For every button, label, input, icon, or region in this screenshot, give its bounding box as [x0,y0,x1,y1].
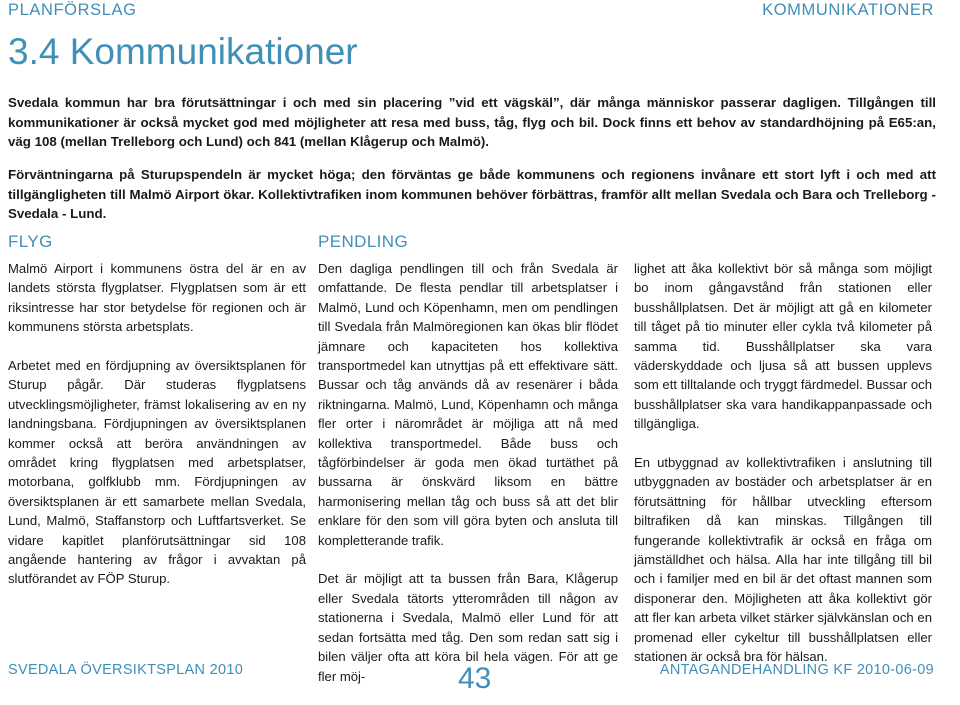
page-number: 43 [458,662,492,695]
intro-paragraph-1: Svedala kommun har bra förutsättningar i och med sin placering ”vid ett vägskäl”, där många människor passerar dagligen. Tillgången till kommunikationer är också mycket god med möjligheter att resa med buss, tåg, flyg och bil. Dock finns ett behov av standardhöjning på E65:an, väg 108 (mellan Trelleborg och Lund) och 841 (mellan Klågerup och Malmö). [8,95,936,149]
flyg-paragraph-2: Arbetet med en fördjupning av översiktsplanen för Sturup pågår. Där studeras flygplatsens utvecklingsmöjligheter, främst lokalisering av en ny landningsbana. Fördjupningen av översiktsplanen kommer också att beröra användningen av området kring flygplatsen med arbetsplatser, motorbana, golfklubb mm. Fördjupningen av översiktsplanen är ett samarbete mellan Svedala, Lund, Malmö, Staffanstorp och Luftfartsverket. Se vidare kapitlet planförutsättningar sid 108 angående hantering av frågor i avvaktan på slutförandet av FÖP Sturup. [8,358,306,587]
pendling-paragraph-2: Det är möjligt att ta bussen från Bara, Klågerup eller Svedala tätorts ytterområden till någon av stationerna i Svedala, Malmö eller Lund för att sedan fortsätta med tåg. Den som redan satt sig i bilen väljer ofta att köra bil hela vägen. För att ge fler möj- [318,571,618,684]
pendling-paragraph-3: lighet att åka kollektivt bör så många som möjligt bo inom gångavstånd från stationen eller busshållplatsen. Det är möjligt att gå en kilometer till tåget på tio minuter eller cykla två kilometer på samma tid. Busshållplatser ska vara väderskyddade och ljusa så att bussen upplevs som ett tilltalande och tryggt färdmedel. Bussar och busshållplatser ska vara handikappanpassade och tillgängliga. [634,261,932,432]
pendling-heading: PENDLING [318,232,409,251]
pendling-paragraph-1: Den dagliga pendlingen till och från Svedala är omfattande. De flesta pendlar till arbetsplatser i Malmö, Lund och Köpenhamn, men om pendlingen till Svedala från Malmöregionen kan ökas blir flödet jämnare och kapaciteten hos kollektiva transportmedel kan utnyttjas på ett effektivare sätt. Bussar och tåg används då av resenärer i båda riktningarna. Malmö, Lund, Köpenhamn och många fler orter i närområdet är möjliga att nå med kollektiva transportmedel. Både buss och tågförbindelser är goda men ökad turtäthet på bussarna är önskvärd liksom en bättre harmonisering mellan tåg och buss så att det blir enklare för den som vill göra byten och ansluta till kompletterande trafik. [318,261,618,548]
flyg-heading: FLYG [8,232,53,251]
running-header-chapter: KOMMUNIKATIONER [762,1,934,19]
footer-document-status: ANTAGANDEHANDLING KF 2010-06-09 [659,662,934,678]
pendling-column-2 [634,259,932,686]
footer-document-title: SVEDALA ÖVERSIKTSPLAN 2010 [8,662,244,678]
page-title: 3.4 Kommunikationer [8,31,358,72]
flyg-column [8,259,306,608]
pendling-paragraph-4: En utbyggnad av kollektivtrafiken i anslutning till utbyggnaden av bostäder och arbetsplatser är en förutsättning för hållbar utveckling eftersom biltrafiken då kan minskas. Tillgången till fungerande kollektivtrafik är också en fråga om jämställdhet och hälsa. Alla har inte tillgång till bil och i familjer med en bil är det oftast mannen som disponerar den. Möjligheten att åka kollektivt gör att fler kan arbeta vilket stärker självkänslan och en promenad eller cykeltur till busshållplatsen eller stationen är också bra för hälsan. [634,455,932,665]
pendling-column-1 [318,259,618,705]
running-header-section: PLANFÖRSLAG [8,1,137,19]
intro-paragraph-2: Förväntningarna på Sturupspendeln är mycket höga; den förväntas ge både kommunens och regionens invånare ett stort lyft i och med att tillgängligheten till Malmö Airport ökar. Kollektivtrafiken inom kommunen behöver förbättras, framför allt mellan Svedala och Bara och Trelleborg - Svedala - Lund. [8,167,936,221]
flyg-paragraph-1: Malmö Airport i kommunens östra del är en av landets största flygplatser. Flygplatsen som är ett riksintresse har stor betydelse för regionen och är kommunens största arbetsplats. [8,261,306,335]
